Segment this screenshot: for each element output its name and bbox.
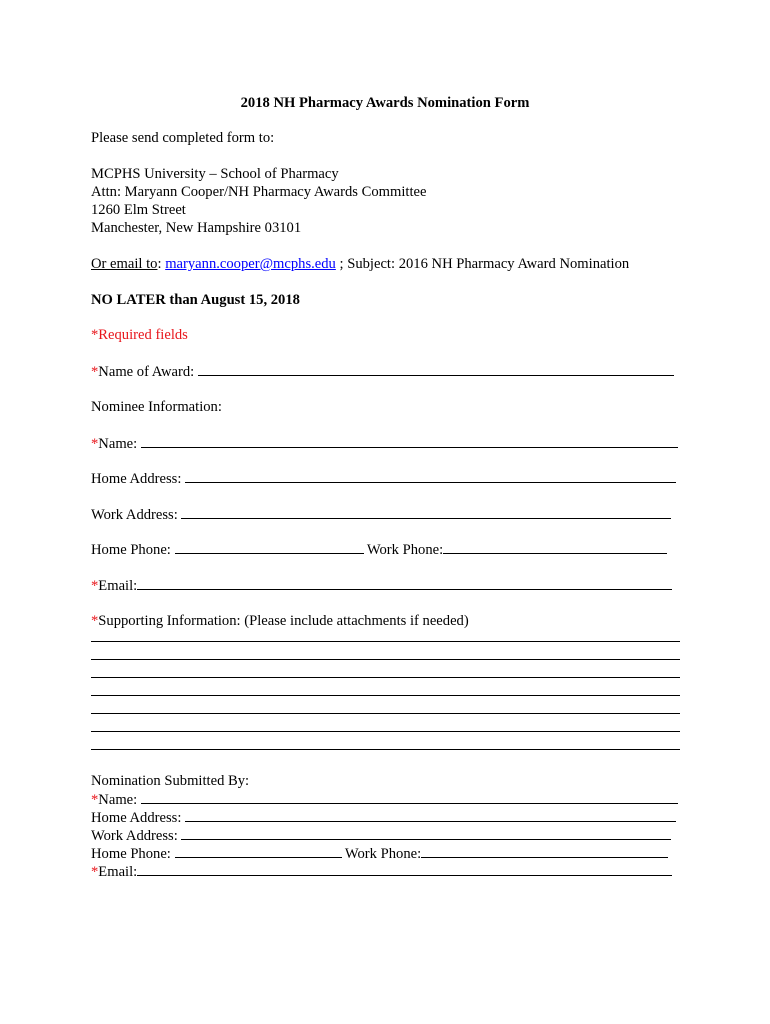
submitter-name-label: Name: bbox=[98, 792, 141, 808]
address-line-1: MCPHS University – School of Pharmacy bbox=[91, 166, 339, 182]
nominee-name-field[interactable] bbox=[141, 434, 678, 448]
submitted-by-heading: Nomination Submitted By: bbox=[91, 773, 250, 789]
supporting-info-label: Supporting Information: (Please include attachments if needed) bbox=[98, 613, 469, 629]
email-prefix-colon: : bbox=[157, 256, 162, 272]
nominee-email-row bbox=[91, 576, 672, 595]
send-to-label: Please send completed form to: bbox=[91, 130, 275, 146]
nominee-email-label: Email: bbox=[98, 578, 138, 594]
nominee-work-phone-field[interactable] bbox=[443, 540, 667, 554]
nominee-email-field[interactable] bbox=[137, 576, 672, 590]
submitter-home-phone-label: Home Phone: bbox=[91, 846, 175, 862]
nominee-home-phone-field[interactable] bbox=[175, 540, 364, 554]
nominee-home-address-field[interactable] bbox=[185, 469, 676, 483]
required-star: * bbox=[91, 613, 99, 629]
submitter-work-address-label: Work Address: bbox=[91, 828, 182, 844]
deadline-text: NO LATER than August 15, 2018 bbox=[91, 292, 300, 308]
supporting-info-line[interactable] bbox=[91, 713, 680, 714]
form-title: 2018 NH Pharmacy Awards Nomination Form bbox=[240, 95, 530, 111]
award-name-field[interactable] bbox=[198, 362, 674, 376]
supporting-info-line[interactable] bbox=[91, 695, 680, 696]
nominee-home-address-row bbox=[91, 469, 676, 488]
nominee-phone-row bbox=[91, 540, 667, 559]
required-star: * bbox=[91, 792, 99, 808]
award-name-row bbox=[91, 362, 674, 381]
supporting-info-line[interactable] bbox=[91, 677, 680, 678]
required-star: * bbox=[91, 578, 99, 594]
email-instruction-line bbox=[91, 255, 629, 273]
submitter-email-field[interactable] bbox=[137, 862, 672, 876]
submitter-name-row bbox=[91, 790, 678, 809]
submitter-home-address-row bbox=[91, 808, 676, 827]
nominee-work-address-row bbox=[91, 505, 671, 524]
email-prefix: Or email to bbox=[91, 256, 158, 272]
supporting-info-line[interactable] bbox=[91, 659, 680, 660]
email-link[interactable]: maryann.cooper@mcphs.edu bbox=[165, 256, 336, 272]
supporting-info-line[interactable] bbox=[91, 641, 680, 642]
supporting-info-line[interactable] bbox=[91, 749, 680, 750]
submitter-name-field[interactable] bbox=[141, 790, 678, 804]
nominee-heading: Nominee Information: bbox=[91, 399, 222, 415]
address-line-3: 1260 Elm Street bbox=[91, 202, 186, 218]
nominee-work-phone-label: Work Phone: bbox=[363, 542, 444, 558]
submitter-email-label: Email: bbox=[98, 864, 138, 880]
submitter-work-address-row bbox=[91, 826, 671, 845]
submitter-phone-row bbox=[91, 844, 668, 863]
submitter-home-phone-field[interactable] bbox=[175, 844, 342, 858]
address-line-2: Attn: Maryann Cooper/NH Pharmacy Awards Committee bbox=[91, 184, 427, 200]
required-star: * bbox=[91, 436, 99, 452]
award-name-label: Name of Award: bbox=[98, 364, 198, 380]
submitter-work-address-field[interactable] bbox=[181, 826, 671, 840]
nominee-name-row bbox=[91, 434, 678, 453]
required-fields-note: *Required fields bbox=[91, 327, 188, 343]
required-star: * bbox=[91, 364, 99, 380]
supporting-info-line[interactable] bbox=[91, 731, 680, 732]
nominee-work-address-field[interactable] bbox=[181, 505, 671, 519]
submitter-home-address-label: Home Address: bbox=[91, 810, 186, 826]
address-line-4: Manchester, New Hampshire 03101 bbox=[91, 220, 302, 236]
submitter-work-phone-field[interactable] bbox=[421, 844, 668, 858]
required-star: * bbox=[91, 864, 99, 880]
nominee-home-phone-label: Home Phone: bbox=[91, 542, 175, 558]
nominee-name-label: Name: bbox=[98, 436, 141, 452]
email-subject: ; Subject: 2016 NH Pharmacy Award Nomination bbox=[335, 256, 630, 272]
nominee-work-address-label: Work Address: bbox=[91, 507, 182, 523]
submitter-email-row bbox=[91, 862, 672, 881]
supporting-info-row bbox=[91, 612, 469, 630]
nominee-home-address-label: Home Address: bbox=[91, 471, 186, 487]
submitter-work-phone-label: Work Phone: bbox=[341, 846, 422, 862]
submitter-home-address-field[interactable] bbox=[185, 808, 676, 822]
